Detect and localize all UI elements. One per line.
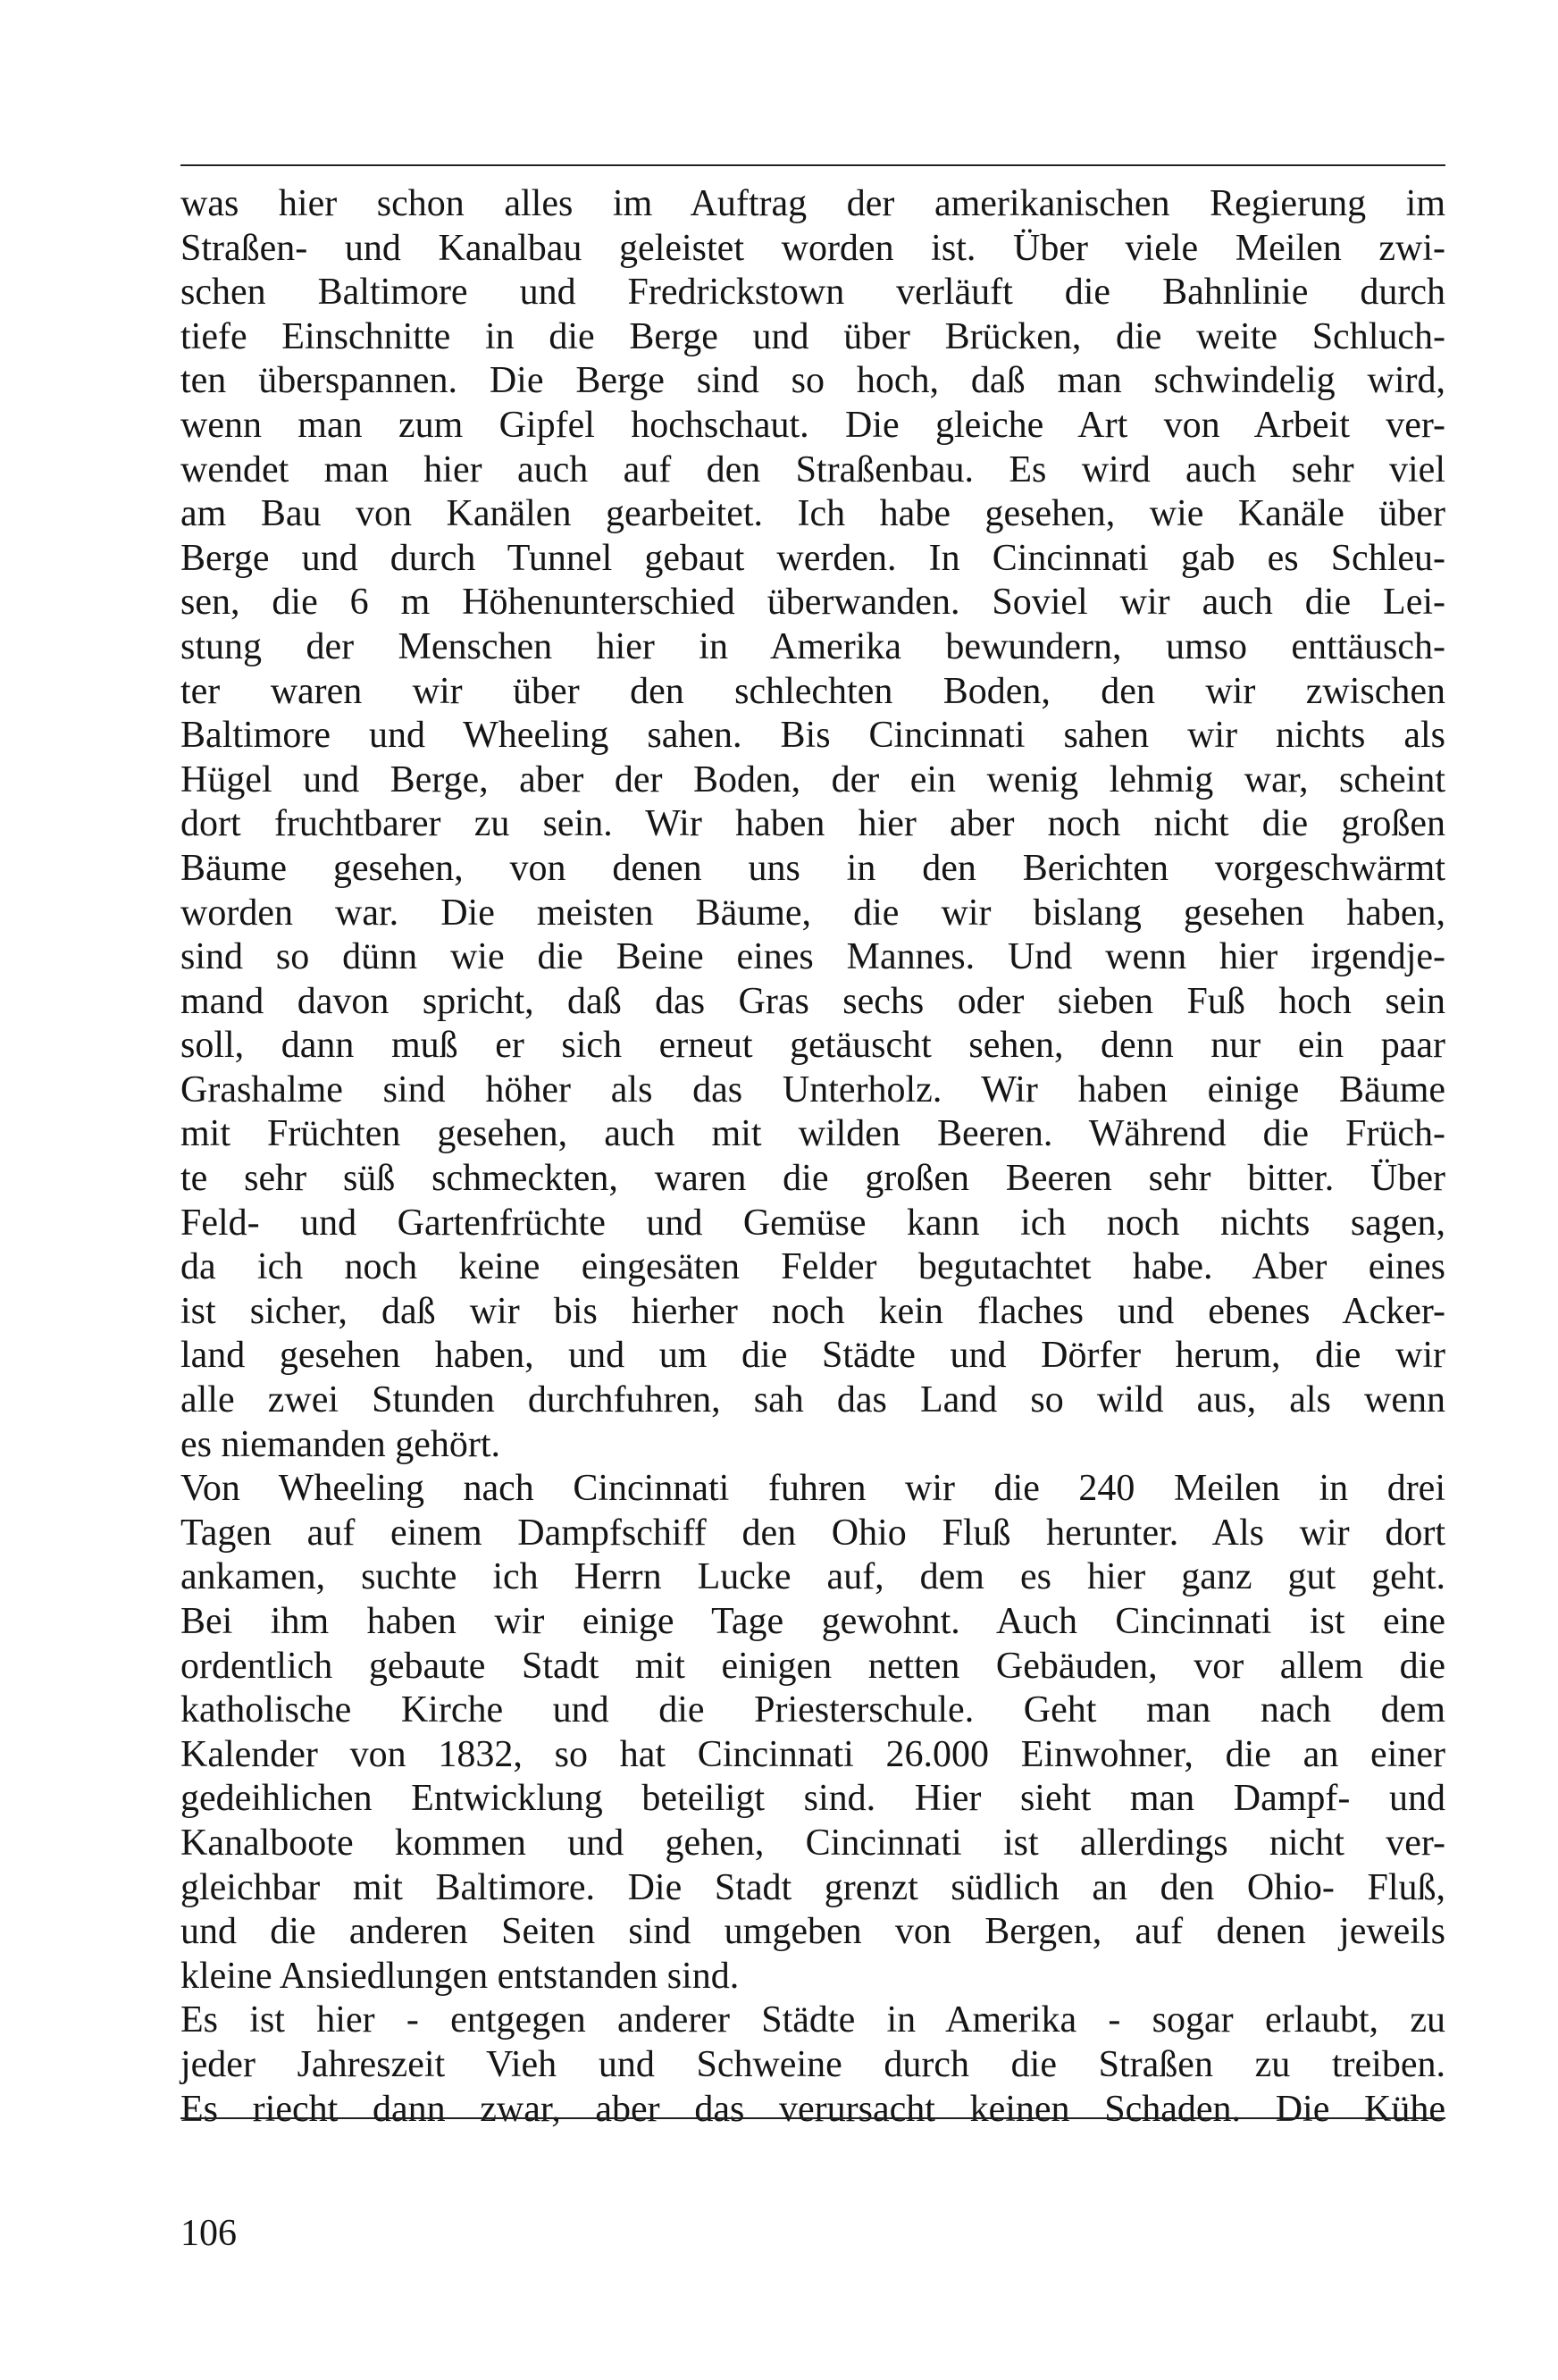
text-line: Bei ihm haben wir einige Tage gewohnt. Auch Cincinnati ist eine: [180, 1601, 1445, 1642]
page-number: 106: [180, 2213, 237, 2254]
top-rule: [180, 164, 1445, 166]
text-line: was hier schon alles im Auftrag der amerikanischen Regierung im: [180, 183, 1445, 224]
text-line: Straßen- und Kanalbau geleistet worden ist. Über viele Meilen zwi-: [180, 227, 1445, 269]
text-line: schen Baltimore und Fredrickstown verläuft die Bahnlinie durch: [180, 272, 1445, 314]
text-line: Kalender von 1832, so hat Cincinnati 26.000 Einwohner, die an einer: [180, 1733, 1445, 1775]
text-line: soll, dann muß er sich erneut getäuscht sehen, denn nur ein paar: [180, 1025, 1445, 1067]
text-line: Von Wheeling nach Cincinnati fuhren wir die 240 Meilen in drei: [180, 1468, 1445, 1510]
text-line: wenn man zum Gipfel hochschaut. Die gleiche Art von Arbeit ver-: [180, 404, 1445, 446]
text-line: dort fruchtbarer zu sein. Wir haben hier aber noch nicht die großen: [180, 803, 1445, 845]
text-line: Hügel und Berge, aber der Boden, der ein wenig lehmig war, scheint: [180, 758, 1445, 800]
text-line: ist sicher, daß wir bis hierher noch kein flaches und ebenes Acker-: [180, 1290, 1445, 1332]
text-line: ankamen, suchte ich Herrn Lucke auf, dem es hier ganz gut geht.: [180, 1556, 1445, 1598]
text-line: mand davon spricht, daß das Gras sechs oder sieben Fuß hoch sein: [180, 980, 1445, 1022]
text-line: tiefe Einschnitte in die Berge und über Brücken, die weite Schluch-: [180, 315, 1445, 357]
text-line: Kanalboote kommen und gehen, Cincinnati ist allerdings nicht ver-: [180, 1822, 1445, 1864]
body-text: [180, 182, 1445, 2132]
text-line: Bäume gesehen, von denen uns in den Berichten vorgeschwärmt: [180, 847, 1445, 889]
text-line: te sehr süß schmeckten, waren die großen Beeren sehr bitter. Über: [180, 1158, 1445, 1200]
text-line: Es riecht dann zwar, aber das verursacht keinen Schaden. Die Kühe: [180, 2088, 1445, 2130]
bottom-rule: [180, 2117, 1445, 2119]
text-line: und die anderen Seiten sind umgeben von Bergen, auf denen jeweils: [180, 1911, 1445, 1953]
text-line: stung der Menschen hier in Amerika bewundern, umso enttäusch-: [180, 625, 1445, 667]
text-line: es niemanden gehört.: [180, 1423, 501, 1465]
text-line: Es ist hier - entgegen anderer Städte in Amerika - sogar erlaubt, zu: [180, 1999, 1445, 2041]
text-line: gleichbar mit Baltimore. Die Stadt grenzt südlich an den Ohio- Fluß,: [180, 1866, 1445, 1908]
text-line: Feld- und Gartenfrüchte und Gemüse kann ich noch nichts sagen,: [180, 1202, 1445, 1244]
text-line: land gesehen haben, und um die Städte und Dörfer herum, die wir: [180, 1335, 1445, 1377]
text-line: da ich noch keine eingesäten Felder begutachtet habe. Aber eines: [180, 1246, 1445, 1288]
text-line: worden war. Die meisten Bäume, die wir bislang gesehen haben,: [180, 892, 1445, 934]
text-line: alle zwei Stunden durchfuhren, sah das Land so wild aus, als wenn: [180, 1379, 1445, 1421]
text-line: Baltimore und Wheeling sahen. Bis Cincinnati sahen wir nichts als: [180, 715, 1445, 757]
text-line: mit Früchten gesehen, auch mit wilden Beeren. Während die Früch-: [180, 1113, 1445, 1155]
text-line: Tagen auf einem Dampfschiff den Ohio Fluß herunter. Als wir dort: [180, 1512, 1445, 1554]
text-line: ordentlich gebaute Stadt mit einigen netten Gebäuden, vor allem die: [180, 1645, 1445, 1687]
text-line: jeder Jahreszeit Vieh und Schweine durch die Straßen zu treiben.: [180, 2043, 1445, 2085]
text-line: kleine Ansiedlungen entstanden sind.: [180, 1955, 740, 1997]
text-line: ten überspannen. Die Berge sind so hoch, daß man schwindelig wird,: [180, 360, 1445, 402]
text-line: gedeihlichen Entwicklung beteiligt sind. Hier sieht man Dampf- und: [180, 1778, 1445, 1820]
text-line: ter waren wir über den schlechten Boden, den wir zwischen: [180, 670, 1445, 712]
text-line: sen, die 6 m Höhenunterschied überwanden. Soviel wir auch die Lei-: [180, 582, 1445, 624]
text-line: am Bau von Kanälen gearbeitet. Ich habe gesehen, wie Kanäle über: [180, 493, 1445, 535]
text-line: Berge und durch Tunnel gebaut werden. In Cincinnati gab es Schleu-: [180, 537, 1445, 579]
text-line: wendet man hier auch auf den Straßenbau. Es wird auch sehr viel: [180, 448, 1445, 490]
text-line: Grashalme sind höher als das Unterholz. Wir haben einige Bäume: [180, 1068, 1445, 1110]
text-line: sind so dünn wie die Beine eines Mannes. Und wenn hier irgendje-: [180, 936, 1445, 978]
text-line: katholische Kirche und die Priesterschule. Geht man nach dem: [180, 1689, 1445, 1731]
